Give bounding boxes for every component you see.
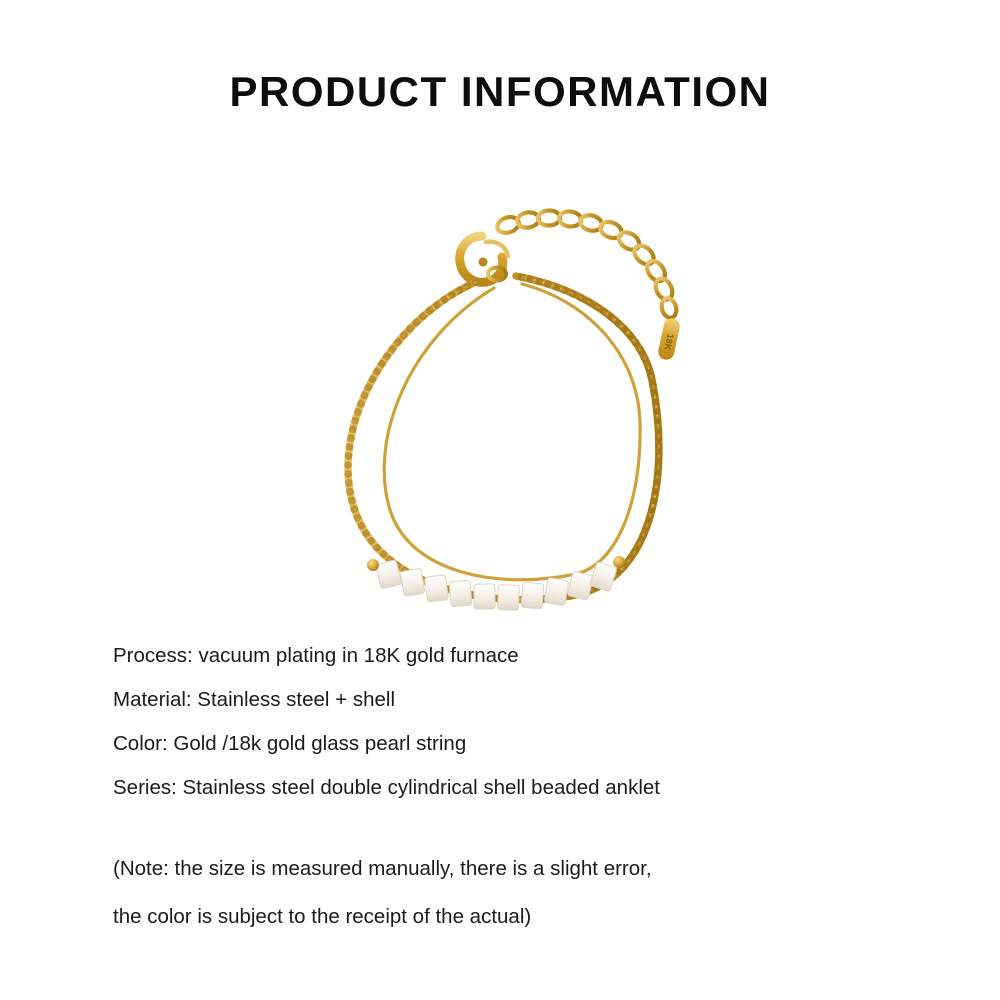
metal-tag <box>657 317 681 361</box>
tag-text: 18K <box>662 332 676 352</box>
note-line-2: the color is subject to the receipt of the actual) <box>113 905 532 928</box>
page-title: PRODUCT INFORMATION <box>229 68 771 115</box>
spec-color: Color: Gold /18k gold glass pearl string <box>113 732 467 755</box>
note-line-1: (Note: the size is measured manually, there is a slight error, <box>113 857 652 880</box>
lobster-clasp <box>460 236 508 282</box>
shell-bead-bar <box>367 556 625 610</box>
spec-material: Material: Stainless steel + shell <box>113 688 396 711</box>
anklet-illustration <box>250 170 770 640</box>
note-block <box>113 845 933 941</box>
product-image <box>250 170 770 640</box>
beaded-chain-outer <box>348 276 659 600</box>
spec-series: Series: Stainless steel double cylindrical shell beaded anklet <box>113 776 660 799</box>
spec-process: Process: vacuum plating in 18K gold furnace <box>113 644 519 667</box>
chain-inner <box>384 284 640 580</box>
specification-list <box>113 634 913 810</box>
